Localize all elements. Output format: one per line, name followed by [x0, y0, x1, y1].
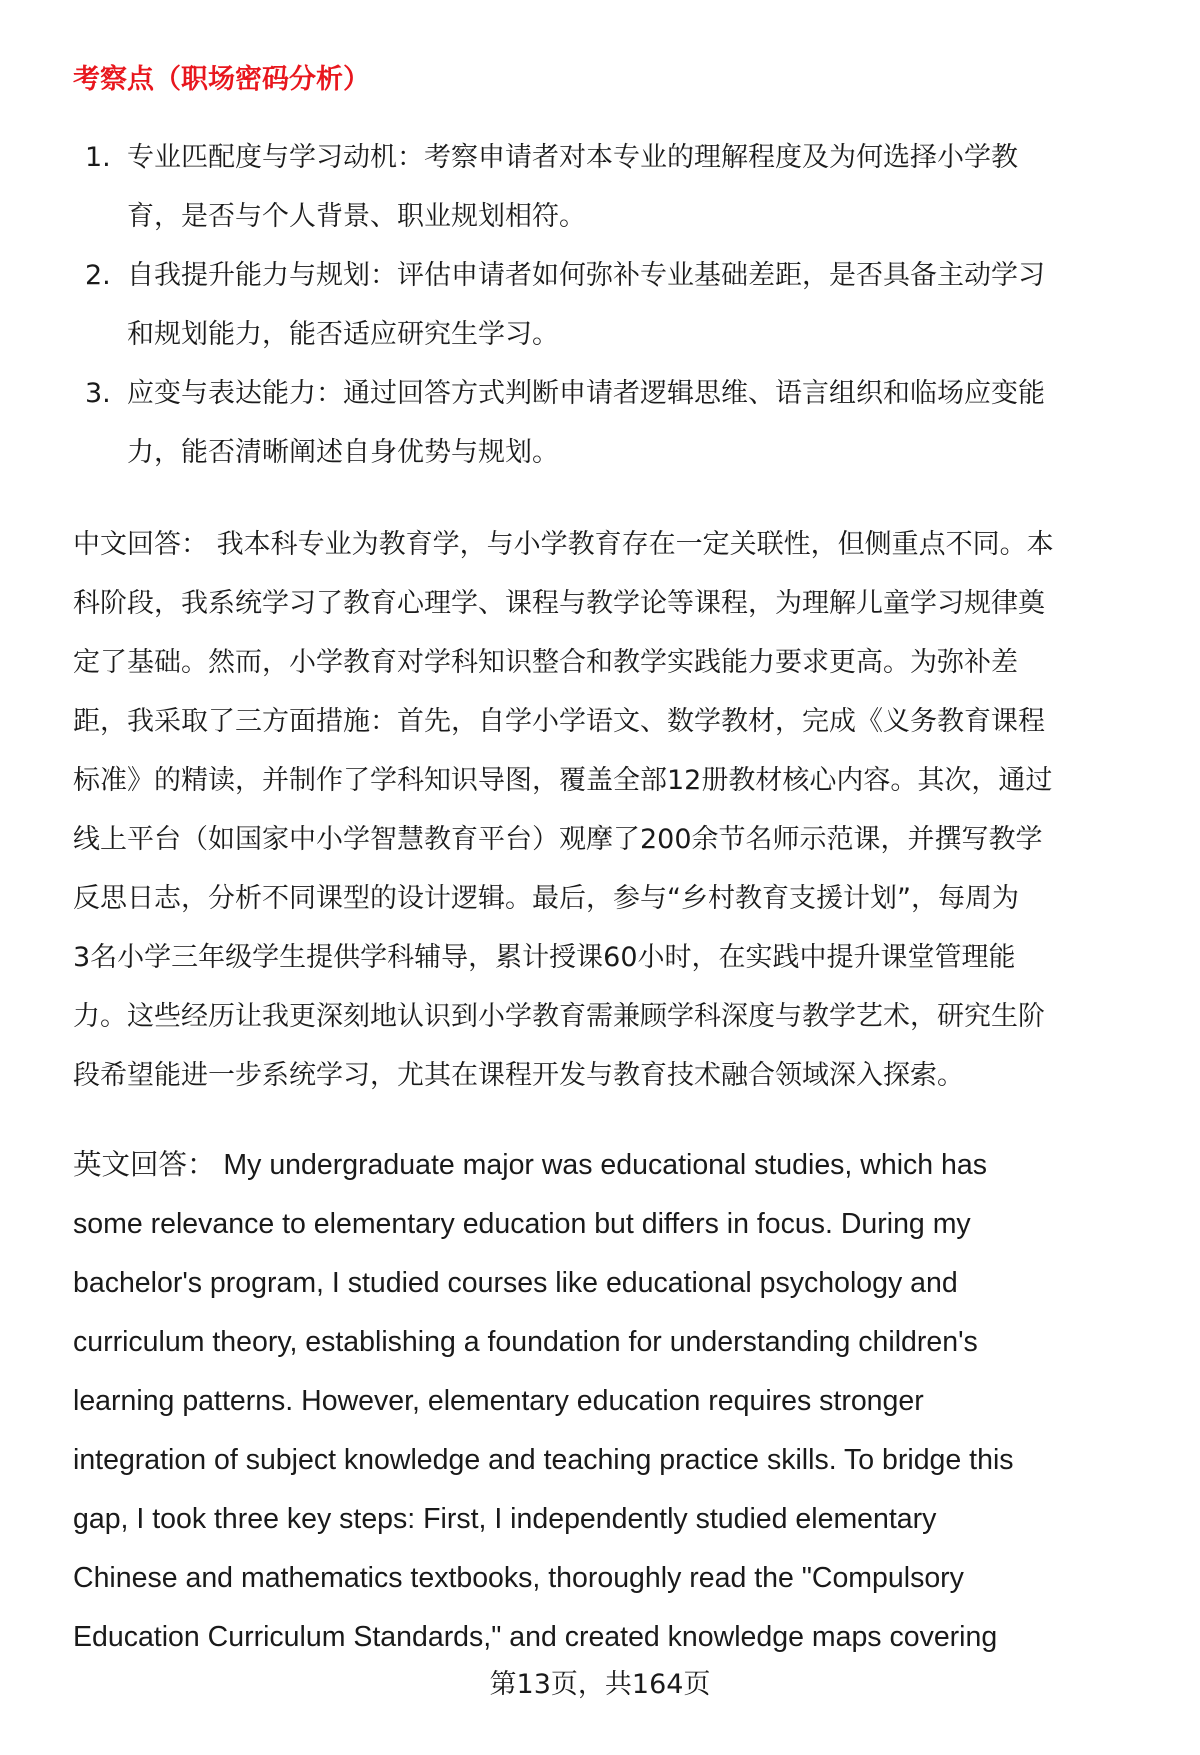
english-answer-line: gap, I took three key steps: First, I independently studied elementary: [73, 1503, 937, 1535]
english-answer-line: curriculum theory, establishing a foundation for understanding children's: [73, 1326, 978, 1358]
chinese-answer-line: 标准》的精读，并制作了学科知识导图，覆盖全部12册教材核心内容。其次，通过: [73, 765, 1053, 796]
list-item-text-line: 应变与表达能力：通过回答方式判断申请者逻辑思维、语言组织和临场应变能: [127, 378, 1045, 409]
list-item-text-line: 力，能否清晰阐述自身优势与规划。: [127, 437, 559, 468]
list-item-text-line: 和规划能力，能否适应研究生学习。: [127, 319, 559, 350]
page-number: 第13页，共164页: [489, 1669, 711, 1700]
chinese-answer-line: 定了基础。然而，小学教育对学科知识整合和教学实践能力要求更高。为弥补差: [73, 647, 1018, 678]
list-item-number: 1.: [85, 142, 111, 173]
section-title: 考察点（职场密码分析）: [73, 64, 370, 95]
english-answer-line: bachelor's program, I studied courses like educational psychology and: [73, 1267, 958, 1299]
chinese-answer-line: 距，我采取了三方面措施：首先，自学小学语文、数学教材，完成《义务教育课程: [73, 706, 1045, 737]
list-item: [0, 246, 1200, 364]
chinese-answer-line: 3名小学三年级学生提供学科辅导，累计授课60小时，在实践中提升课堂管理能: [73, 942, 1016, 973]
english-answer-line: integration of subject knowledge and teaching practice skills. To bridge this: [73, 1444, 1014, 1476]
chinese-answer: [73, 515, 1173, 1105]
list-item: [0, 128, 1200, 246]
list-item-number: 3.: [85, 378, 111, 409]
chinese-answer-line: 力。这些经历让我更深刻地认识到小学教育需兼顾学科深度与教学艺术，研究生阶: [73, 1001, 1045, 1032]
assessment-points-list: [0, 128, 1200, 482]
chinese-answer-line: 反思日志，分析不同课型的设计逻辑。最后，参与“乡村教育支援计划”，每周为: [73, 883, 1019, 914]
list-item-text-line: 专业匹配度与学习动机：考察申请者对本专业的理解程度及为何选择小学教: [127, 142, 1018, 173]
list-item-number: 2.: [85, 260, 111, 291]
list-item: [0, 364, 1200, 482]
list-item-text-line: 育，是否与个人背景、职业规划相符。: [127, 201, 586, 232]
chinese-answer-line: 线上平台（如国家中小学智慧教育平台）观摩了200余节名师示范课，并撰写教学: [73, 824, 1043, 855]
english-answer-line: learning patterns. However, elementary education requires stronger: [73, 1385, 924, 1417]
chinese-answer-line: 段希望能进一步系统学习，尤其在课程开发与教育技术融合领域深入探索。: [73, 1060, 964, 1091]
english-answer-line: Chinese and mathematics textbooks, thoroughly read the "Compulsory: [73, 1562, 964, 1594]
english-answer: [73, 1136, 1173, 1667]
english-answer-line: some relevance to elementary education but differs in focus. During my: [73, 1208, 971, 1240]
chinese-answer-line: 科阶段，我系统学习了教育心理学、课程与教学论等课程，为理解儿童学习规律奠: [73, 588, 1045, 619]
chinese-answer-line: 中文回答： 我本科专业为教育学，与小学教育存在一定关联性，但侧重点不同。本: [73, 529, 1054, 560]
list-item-text-line: 自我提升能力与规划：评估申请者如何弥补专业基础差距，是否具备主动学习: [127, 260, 1045, 291]
english-answer-line: 英文回答： My undergraduate major was educational studies, which has: [73, 1149, 988, 1181]
english-answer-line: Education Curriculum Standards," and created knowledge maps covering: [73, 1621, 998, 1653]
